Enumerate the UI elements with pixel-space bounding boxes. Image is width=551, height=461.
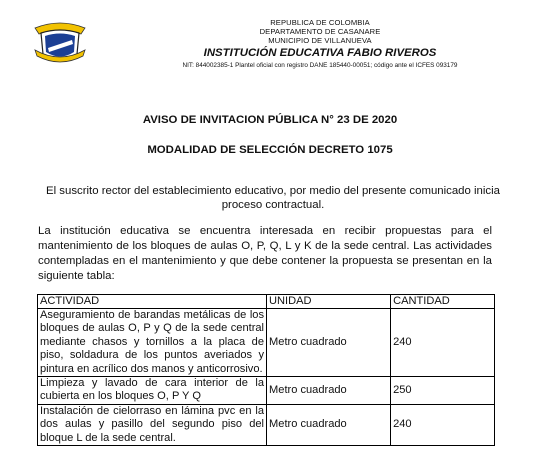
header-unit: UNIDAD: [267, 295, 391, 309]
institution-name: INSTITUCIÓN EDUCATIVA FABIO RIVEROS: [203, 47, 437, 59]
header-quantity: CANTIDAD: [391, 295, 495, 309]
table-row: [38, 377, 495, 405]
notice-title: AVISO DE INVITACION PÚBLICA N° 23 DE 2020: [142, 114, 398, 126]
letterhead: [0, 18, 551, 80]
table-row: [38, 309, 495, 377]
quantity-cell: 240: [391, 309, 495, 377]
table-row: [38, 404, 495, 445]
activity-cell: Aseguramiento de barandas metálicas de los bloques de aulas O, P y Q de la sede central mediante chasos y tornillos a la placa de piso, soldadura de los puntos averiados y pintura en acrílico dos manos y anticorrosivo.: [38, 309, 267, 377]
table-header-row: [38, 295, 495, 309]
letterhead-text: [100, 18, 540, 70]
country-line: REPUBLICA DE COLOMBIA: [270, 18, 370, 27]
activity-cell: Instalación de cielorraso en lámina pvc en la dos aulas y pasillo del segundo piso del bloque L de la sede central.: [38, 404, 267, 445]
unit-cell: Metro cuadrado: [267, 309, 391, 377]
activities-table: [37, 294, 495, 446]
department-line: DEPARTAMENTO DE CASANARE: [259, 27, 381, 36]
unit-cell: Metro cuadrado: [267, 404, 391, 445]
header-activity: ACTIVIDAD: [38, 295, 267, 309]
quantity-cell: 250: [391, 377, 495, 405]
unit-cell: Metro cuadrado: [267, 377, 391, 405]
body-paragraph: La institución educativa se encuentra interesada en recibir propuestas para el mantenimiento de los bloques de aulas O, P, Q, L y K de la sede central. Las actividades contempladas en el mantenimiento y que debe contener la propuesta se presentan en la siguiente tabla:: [38, 225, 492, 282]
school-crest-logo: [33, 20, 87, 64]
intro-paragraph: El suscrito rector del establecimiento educativo, por medio del presente comunicado inicia proceso contractual.: [46, 185, 500, 211]
nit-line: NIT: 844002385-1 Plantel oficial con registro DANE 185440-00051; código ante el ICFES 093179: [182, 62, 458, 69]
selection-modality: MODALIDAD DE SELECCIÓN DECRETO 1075: [147, 144, 393, 156]
quantity-cell: 240: [391, 404, 495, 445]
activity-cell: Limpieza y lavado de cara interior de la cubierta en los bloques O, P Y Q: [38, 377, 267, 405]
municipality-line: MUNICIPIO DE VILLANUEVA: [268, 36, 372, 45]
